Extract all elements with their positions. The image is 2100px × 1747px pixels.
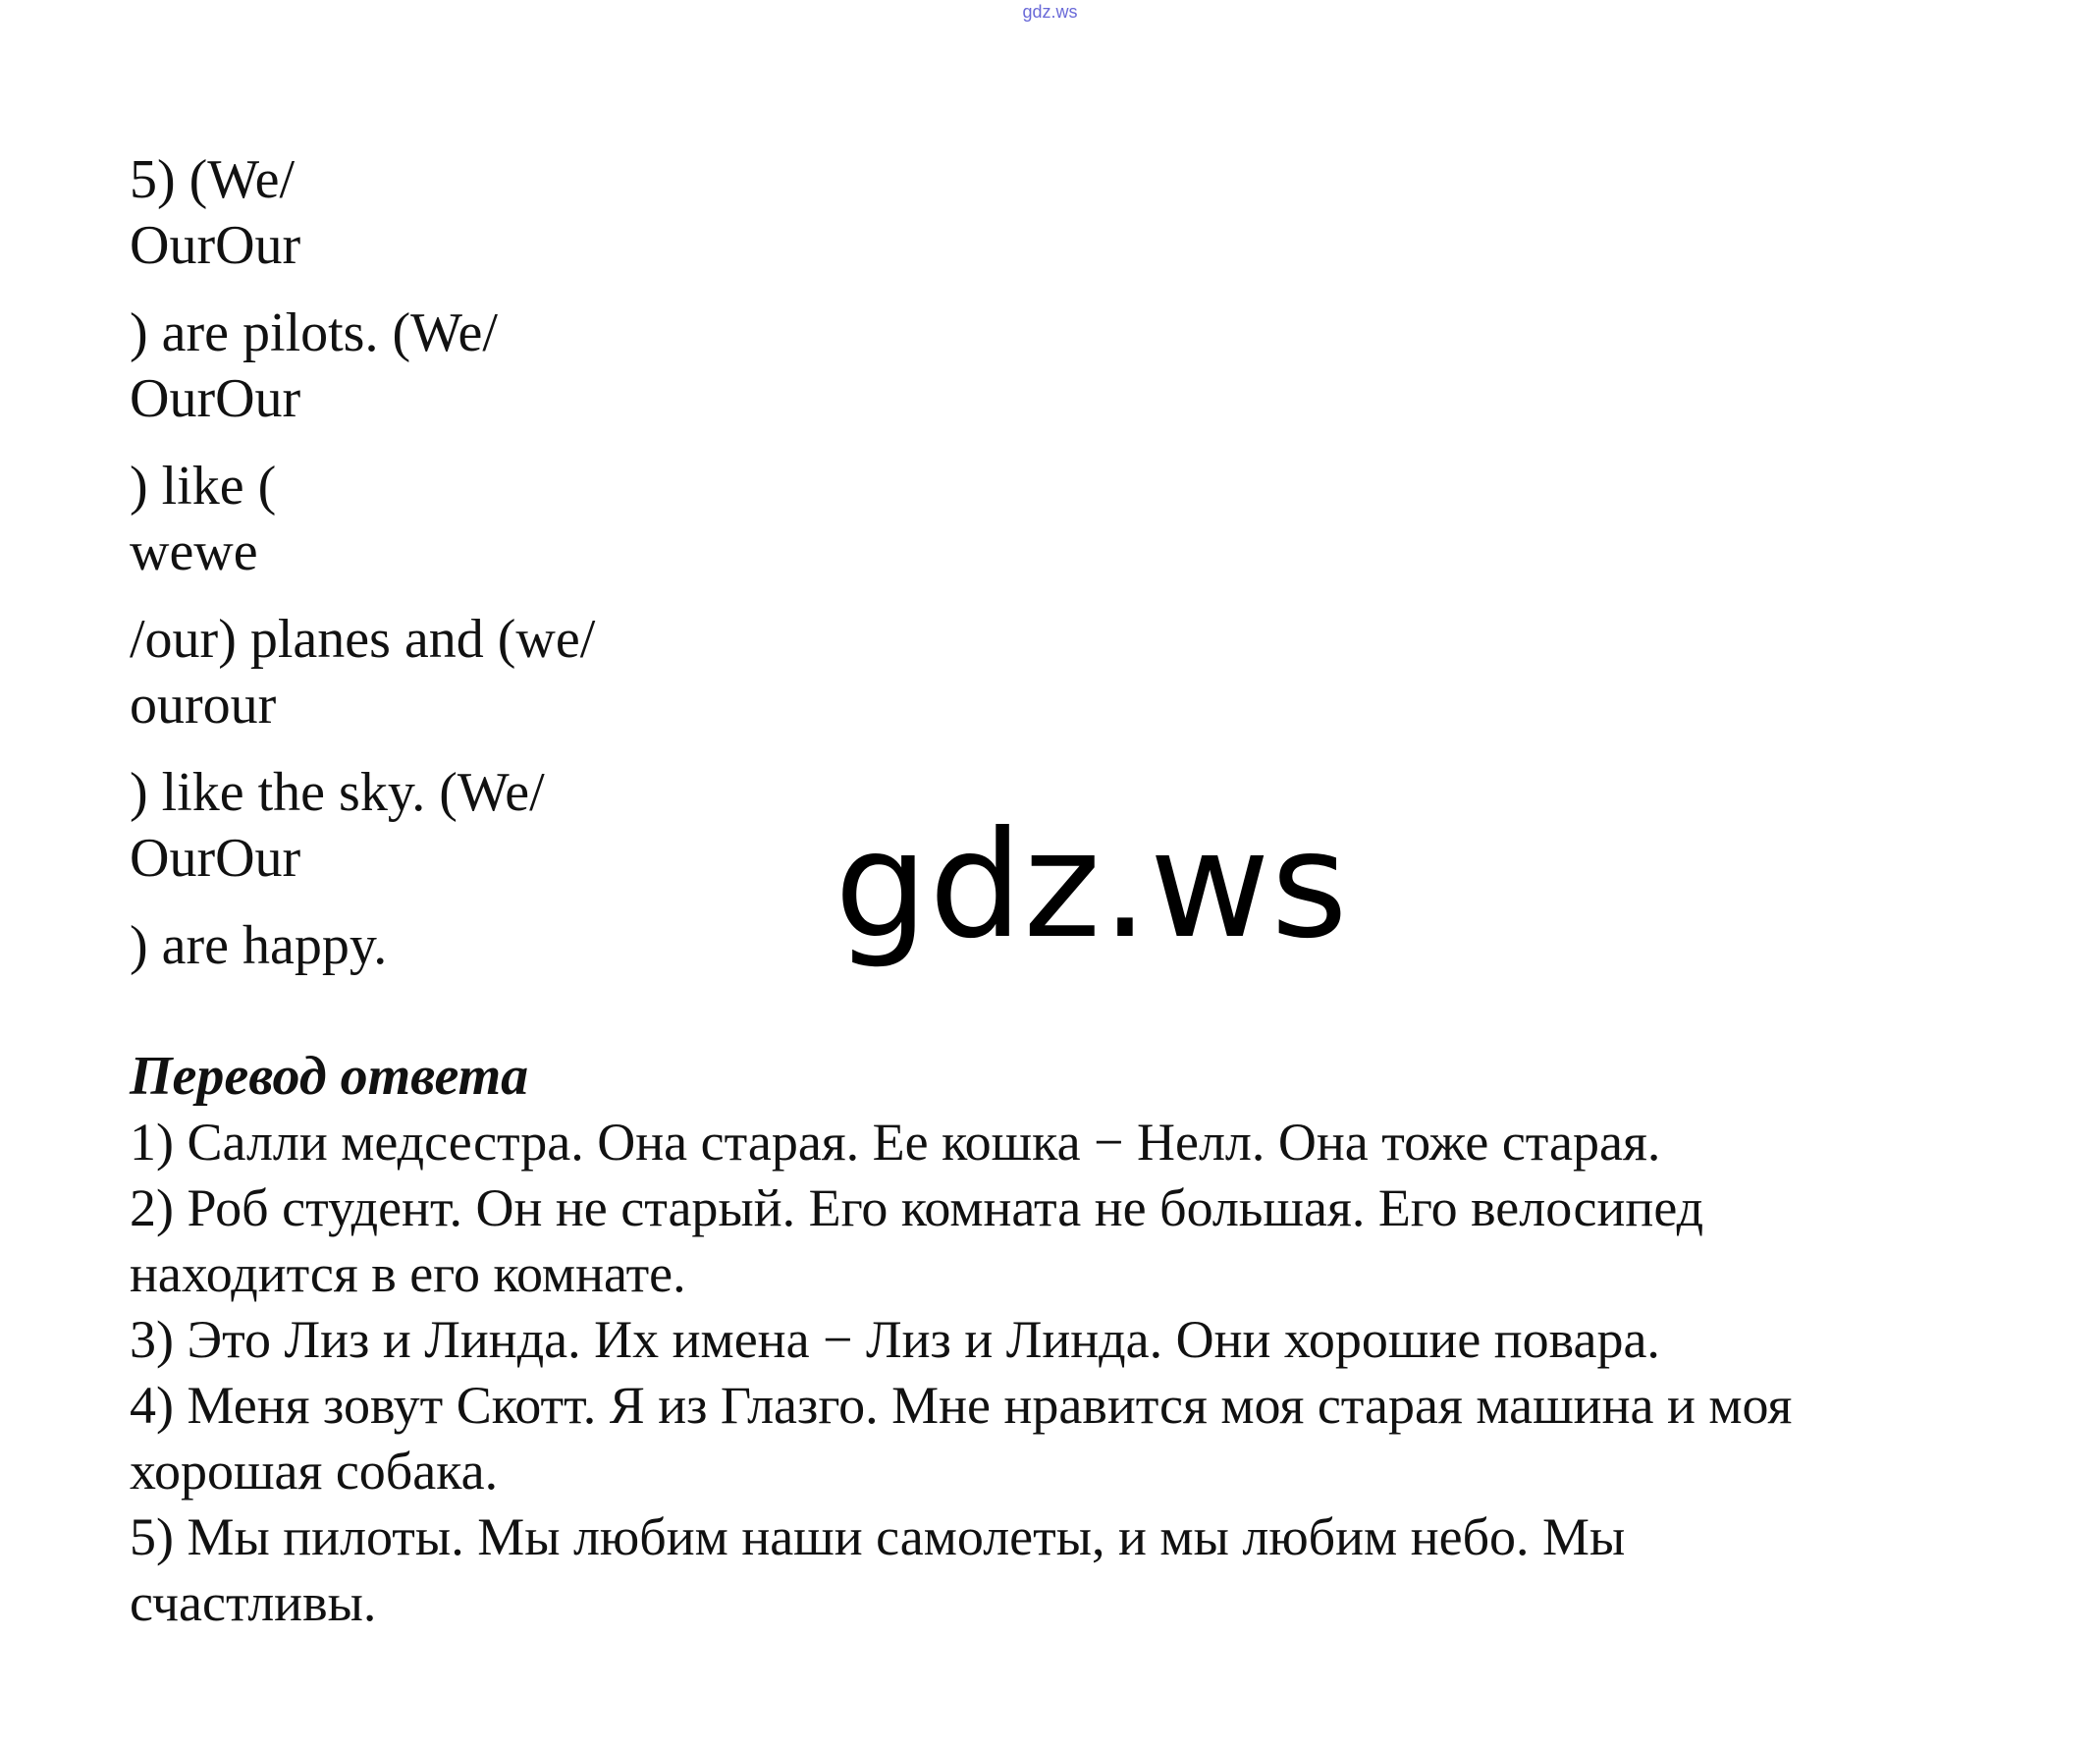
exercise-line: /our) planes and (we/ [130, 609, 596, 670]
exercise-line: ) like ( [130, 456, 277, 517]
exercise-line: ) are happy. [130, 915, 388, 976]
exercise-line: OurOur [130, 215, 301, 276]
translation-line: 1) Салли медсестра. Она старая. Ее кошка − Нелл. Она тоже старая. [130, 1113, 1661, 1172]
translation-section [130, 1043, 2054, 1636]
translation-line: 4) Меня зовут Скотт. Я из Глазго. Мне нравится моя старая машина и моя [130, 1376, 1793, 1435]
translation-heading: Перевод ответа [130, 1046, 529, 1107]
exercise-line: OurOur [130, 828, 301, 889]
translation-line: хорошая собака. [130, 1442, 499, 1501]
translation-line: 2) Роб студент. Он не старый. Его комната не большая. Его велосипед [130, 1178, 1704, 1237]
exercise-line: OurOur [130, 368, 301, 429]
exercise-line: ) are pilots. (We/ [130, 302, 498, 363]
exercise-line: 5) (We/ [130, 149, 296, 210]
top-watermark: gdz.ws [1022, 2, 1078, 22]
watermark-logo: gdz.ws [835, 800, 1349, 971]
translation-line: находится в его комнате. [130, 1244, 686, 1303]
exercise-line: wewe [130, 521, 258, 582]
exercise-line: ) like the sky. (We/ [130, 762, 545, 823]
exercise-line: ourour [130, 675, 277, 736]
translation-line: счастливы. [130, 1573, 377, 1632]
translation-line: 3) Это Лиз и Линда. Их имена − Лиз и Линда. Они хорошие повара. [130, 1310, 1660, 1369]
translation-line: 5) Мы пилоты. Мы любим наши самолеты, и мы любим небо. Мы [130, 1507, 1626, 1566]
